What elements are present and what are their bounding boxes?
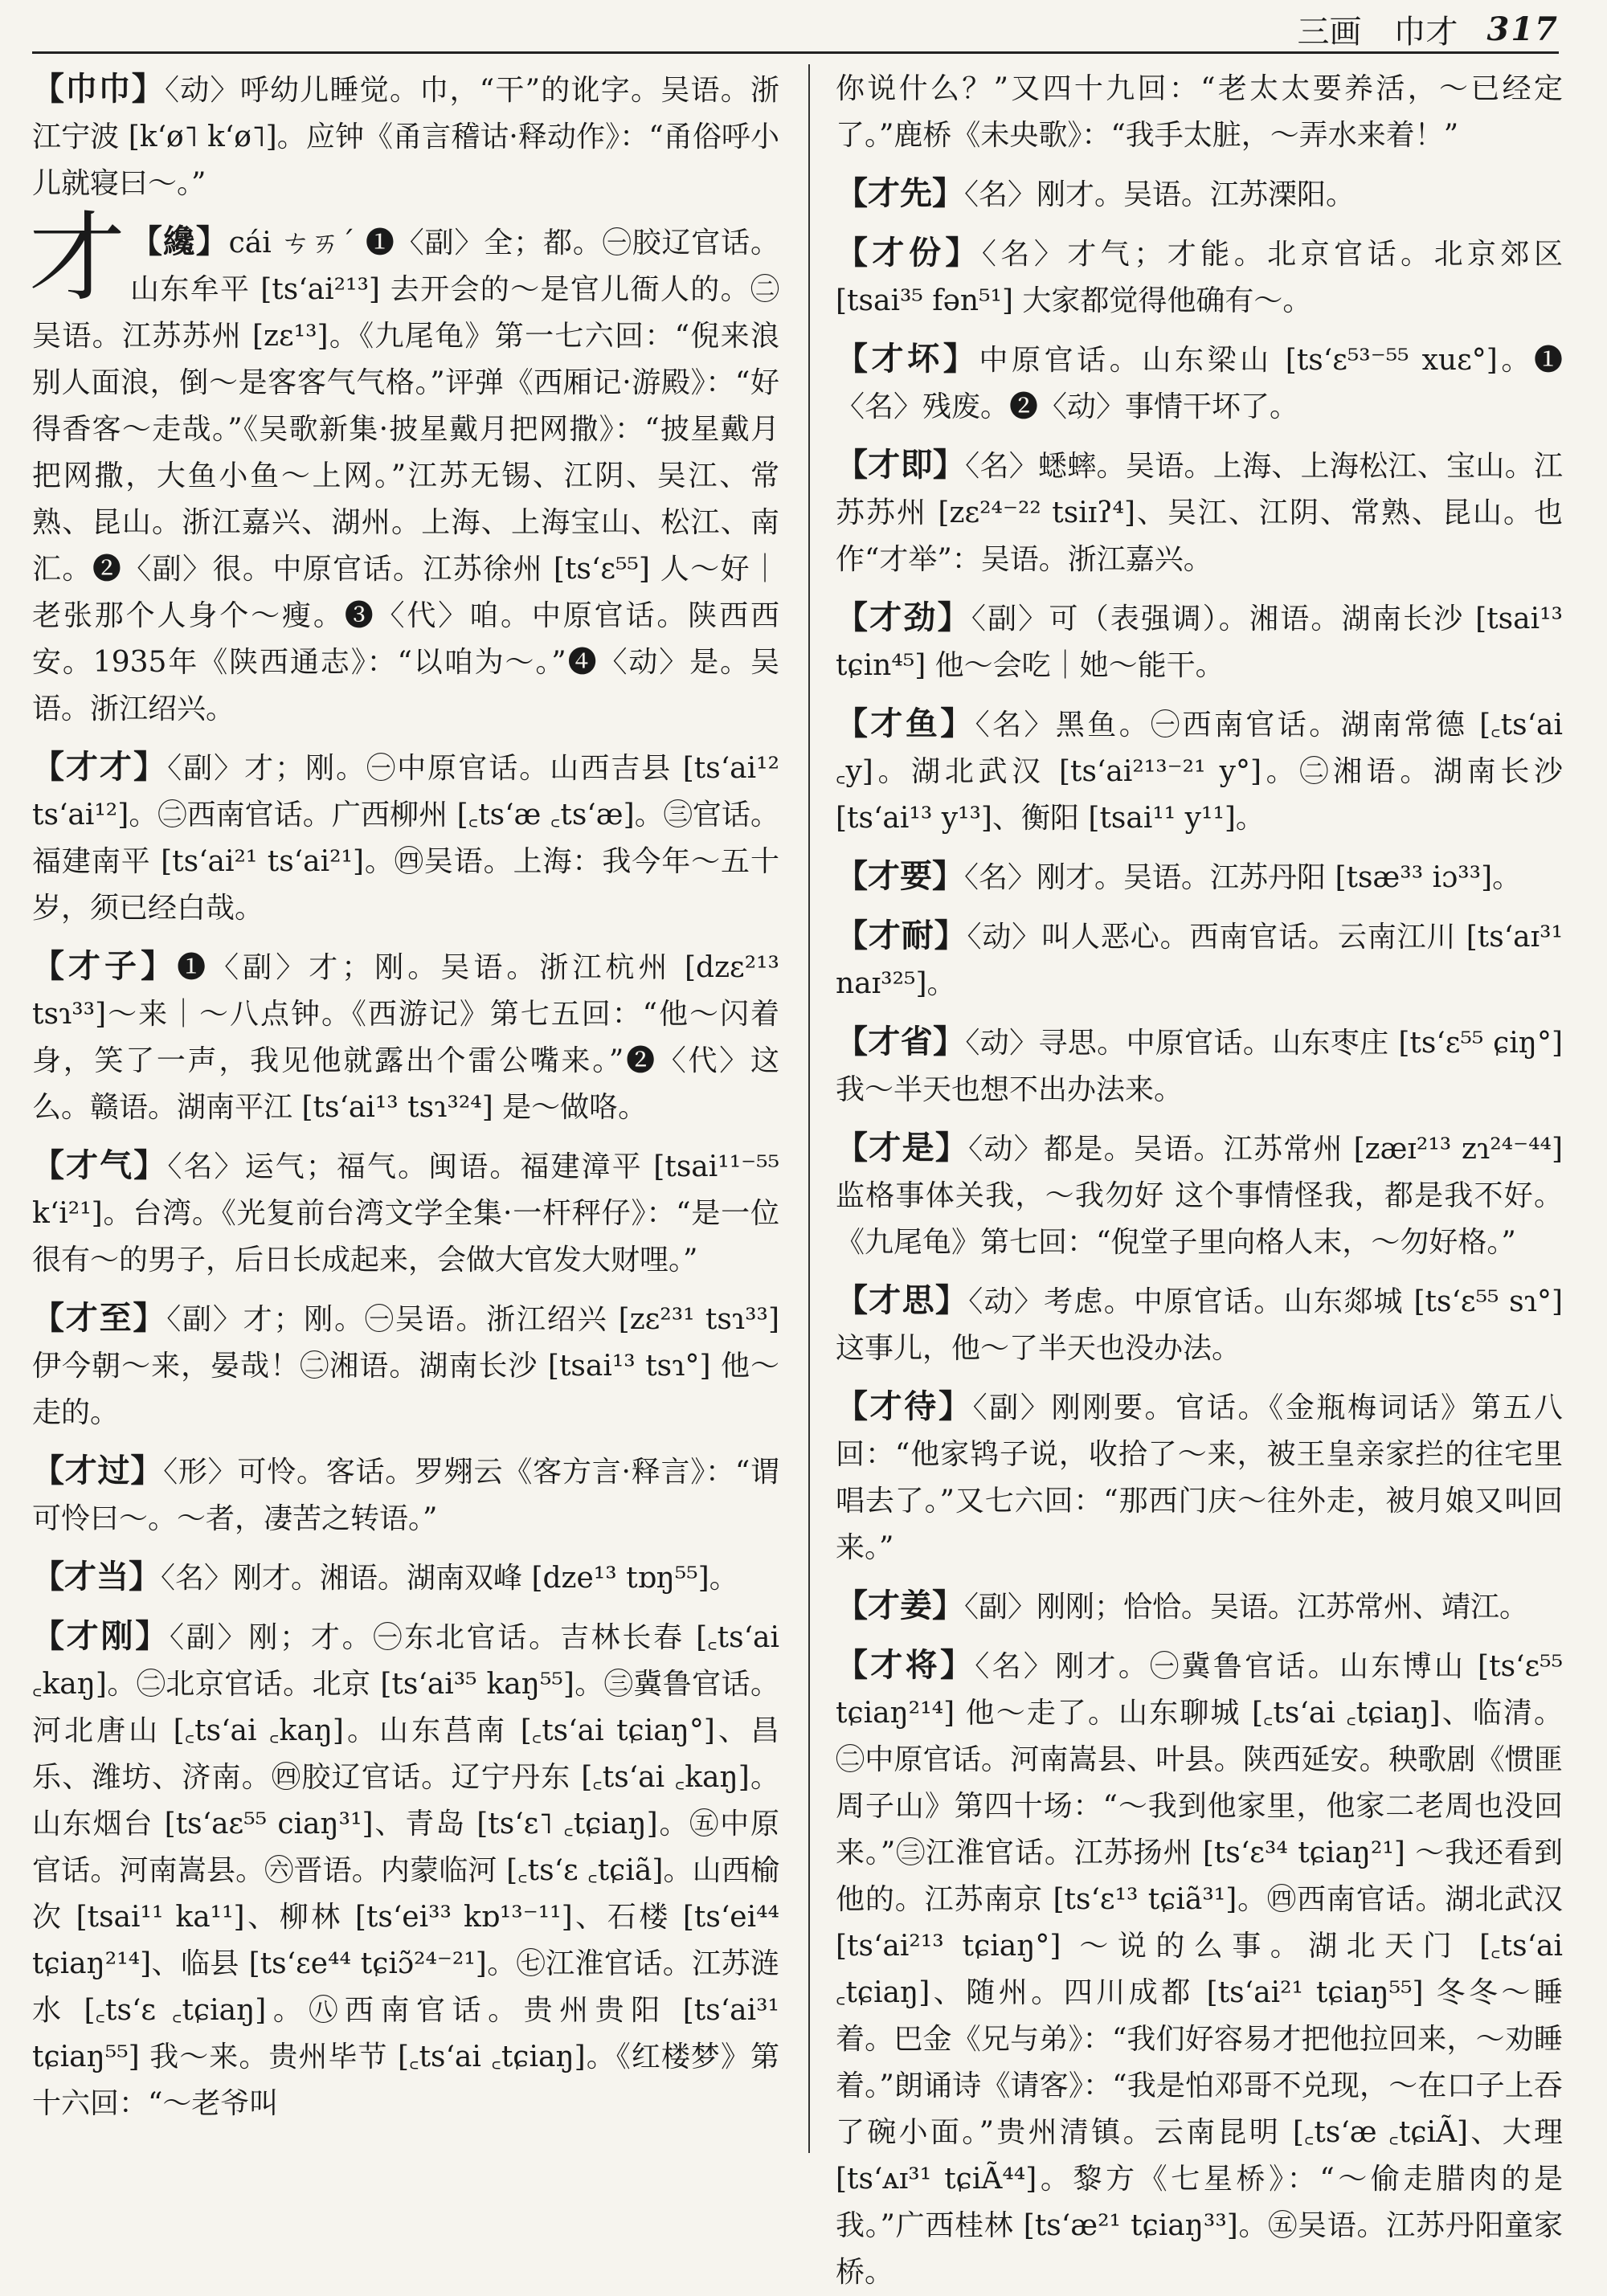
dictionary-entry	[836, 170, 1563, 219]
entry-headword: 【才过】	[32, 1452, 164, 1489]
entry-headword: 【才即】	[836, 446, 966, 484]
dictionary-entry	[836, 1277, 1563, 1372]
entry-headword: 【才要】	[836, 857, 964, 895]
entry-definition: 〈动〉考虑。中原官话。山东郯城 [ts‘ɛ⁵⁵ sɿ°] 这事儿，他～了半天也没办法。	[836, 1285, 1563, 1365]
dictionary-entry	[32, 1142, 779, 1284]
headword-large-char: 才	[29, 202, 125, 314]
entry-definition: ❶〈副〉才；刚。吴语。浙江杭州 [dzɛ²¹³ tsɿ³³]～来｜～八点钟。《西游记》第七五回：“他～闪着身，笑了一声，我见他就露出个雷公嘴来。”❷〈代〉这么。赣语。湖南平江 [ts‘ai¹³ tsɿ³²⁴] 是～做咯。	[32, 951, 779, 1124]
dictionary-entry	[32, 66, 779, 207]
entry-definition: 〈名〉才气；才能。北京官话。北京郊区 [tsai³⁵ fən⁵¹] 大家都觉得他确有～。	[836, 238, 1563, 317]
entry-definition: 中原官话。山东梁山 [ts‘ɛ⁵³⁻⁵⁵ xuɛ°]。❶〈名〉残废。❷〈动〉事情干坏了。	[836, 344, 1564, 423]
entry-headword: 【才刚】	[32, 1617, 170, 1655]
entry-definition: 〈名〉运气；福气。闽语。福建漳平 [tsai¹¹⁻⁵⁵ k‘i²¹]。台湾。《光复前台湾文学全集·一杆秤仔》：“是一位很有～的男子，后日长成起来，会做大官发大财哩。”	[32, 1150, 779, 1277]
entry-headword: 【才鱼】	[836, 705, 975, 742]
entry-headword: 【才份】	[836, 234, 982, 272]
entry-definition: 〈动〉叫人恶心。西南官话。云南江川 [ts‘aɪ³¹ naɪ³²⁵]。	[836, 921, 1564, 1000]
entry-definition: 〈副〉刚刚；恰恰。吴语。江苏常州、靖江。	[964, 1591, 1529, 1624]
entry-headword: 【巾巾】	[32, 70, 165, 108]
entry-definition: 〈副〉才；刚。㊀中原官话。山西吉县 [ts‘ai¹² ts‘ai¹²]。㊁西南官话。广西柳州 [꜀ts‘æ ꜀ts‘æ]。㊂官话。福建南平 [ts‘ai²¹ ts‘ai²¹]。㊃吴语。上海：我今年～五十岁，须已经白哉。	[32, 752, 780, 925]
dictionary-entry	[836, 853, 1563, 901]
entry-definition: 〈名〉刚才。吴语。江苏丹阳 [tsæ³³ iɔ³³]。	[964, 861, 1522, 894]
entry-definition: 〈副〉刚刚要。官话。《金瓶梅词话》第五八回：“他家鸨子说，收拾了～来，被王皇亲家拦的往宅里唱去了。”又七六回：“那西门庆～往外走，被月娘又叫回来。”	[836, 1391, 1563, 1564]
entry-headword: 【纔】	[130, 223, 229, 260]
entry-definition: 〈副〉才；刚。㊀吴语。浙江绍兴 [zɛ²³¹ tsɿ³³] 伊今朝～来，晏哉！㊁湘语。湖南长沙 [tsai¹³ tsɿ°] 他～走的。	[32, 1303, 780, 1429]
dictionary-entry	[32, 1295, 779, 1436]
entry-definition: 你说什么？”又四十九回：“老太太要养活，～已经定了。”鹿桥《未央歌》：“我手太脏，～弄水来着！”	[836, 72, 1563, 152]
page-number: 317	[1486, 10, 1559, 48]
dictionary-entry	[32, 1448, 779, 1542]
dictionary-entry	[836, 1019, 1563, 1113]
entry-headword: 【才省】	[836, 1023, 966, 1060]
dictionary-entry	[836, 1583, 1563, 1631]
entry-headword: 【才当】	[32, 1558, 161, 1595]
entry-headword: 【才才】	[32, 748, 168, 786]
entry-headword: 【才待】	[836, 1387, 973, 1425]
entry-headword: 【才是】	[836, 1129, 969, 1166]
entry-headword: 【才先】	[836, 174, 964, 212]
dictionary-entry	[836, 594, 1563, 689]
entry-definition: 〈名〉黑鱼。㊀西南官话。湖南常德 [꜀ts‘ai ꜀y]。湖北武汉 [ts‘ai²¹³⁻²¹ y°]。㊁湘语。湖南长沙 [ts‘ai¹³ y¹³]、衡阳 [tsai¹¹ y¹¹]。	[836, 709, 1563, 835]
entry-definition: cái ㄘㄞˊ ❶〈副〉全；都。㊀胶辽官话。山东牟平 [ts‘ai²¹³] 去开会的～是官儿衙人的。㊁吴语。江苏苏州 [zɛ¹³]。《九尾龟》第一七六回：“倪来浪别人面浪，倒～是客客气气格。”评弹《西厢记·游殿》：“好得香客～走哉。”《吴歌新集·披星戴月把网撒》：“披星戴月把网撒，大鱼小鱼～上网。”江苏无锡、江阴、吴江、常熟、昆山。浙江嘉兴、湖州。上海、上海宝山、松江、南汇。❷〈副〉很。中原官话。江苏徐州 [ts‘ɛ⁵⁵] 人～好｜老张那个人身个～瘦。❸〈代〉咱。中原官话。陕西西安。1935年《陕西通志》：“以咱为～。”❹〈动〉是。吴语。浙江绍兴。	[32, 227, 780, 725]
entry-definition: 〈动〉寻思。中原官话。山东枣庄 [ts‘ɛ⁵⁵ ɕiŋ°] 我～半天也想不出办法来。	[836, 1027, 1563, 1106]
entry-definition: 〈副〉可（表强调）。湘语。湖南长沙 [tsai¹³ tɕin⁴⁵] 他～会吃｜她～能干。	[836, 603, 1563, 682]
entry-headword: 【才耐】	[836, 917, 967, 954]
dictionary-entry	[32, 943, 779, 1131]
page-header	[32, 6, 1559, 54]
entry-definition: 〈名〉刚才。湘语。湖南双峰 [dze¹³ tɒŋ⁵⁵]。	[161, 1562, 738, 1595]
dictionary-entry	[836, 1125, 1563, 1266]
entry-definition: 〈名〉刚才。㊀冀鲁官话。山东博山 [ts‘ɛ⁵⁵ tɕiaŋ²¹⁴] 他～走了。山东聊城 [꜀ts‘ai ꜀tɕiaŋ]、临清。㊁中原官话。河南嵩县、叶县。陕西延安。秧歌剧《惯匪周子山》第四十场：“～我到他家里，他家二老周也没回来。”㊂江淮官话。江苏扬州 [ts‘ɛ³⁴ tɕiaŋ²¹] ～我还看到他的。江苏南京 [ts‘ɛ¹³ tɕiã³¹]。㊃西南官话。湖北武汉 [ts‘ai²¹³ tɕiaŋ°] ～说的么事。湖北天门 [꜀ts‘ai ꜀tɕiaŋ]、随州。四川成都 [ts‘ai²¹ tɕiaŋ⁵⁵] 冬冬～睡着。巴金《兄与弟》：“我们好容易才把他拉回来，～劝睡着。”朗诵诗《请客》：“我是怕邓哥不兑现，～在口子上吞了碗小面。”贵州清镇。云南昆明 [꜀ts‘æ ꜀tɕiÃ]、大理 [ts‘ᴀɪ³¹ tɕiÃ⁴⁴]。黎方《七星桥》：“～偷走腊肉的是我。”广西桂林 [ts‘æ²¹ tɕiaŋ³³]。㊄吴语。江苏丹阳童家桥。	[836, 1650, 1564, 2289]
entry-headword: 【才至】	[32, 1299, 167, 1337]
entry-definition: 〈名〉刚才。吴语。江苏溧阳。	[964, 178, 1356, 211]
entry-definition: 〈名〉蟋蟀。吴语。上海、上海松江、宝山。江苏苏州 [zɛ²⁴⁻²² tsiɪʔ⁴]、吴江、江阴、常熟、昆山。也作“才举”：吴语。浙江嘉兴。	[836, 450, 1563, 576]
dictionary-entry	[836, 1383, 1563, 1571]
entry-definition: 〈动〉呼幼儿睡觉。巾，“干”的讹字。吴语。浙江宁波 [k‘ø˥ k‘ø˥]。应钟《甬言稽诂·释动作》：“甬俗呼小儿就寝曰～。”	[32, 74, 780, 200]
entry-headword: 【才将】	[836, 1646, 975, 1684]
entry-headword: 【才子】	[32, 947, 178, 985]
section-title: 三画 巾才	[1297, 13, 1458, 51]
dictionary-entry	[836, 66, 1563, 159]
entry-definition: 〈动〉都是。吴语。江苏常州 [zæɪ²¹³ zɿ²⁴⁻⁴⁴] 监格事体关我，～我勿好 这个事情怪我，都是我不好。《九尾龟》第七回：“倪堂子里向格人末，～勿好格。”	[836, 1133, 1563, 1259]
entry-headword: 【才思】	[836, 1281, 969, 1319]
left-column	[29, 66, 780, 2153]
dictionary-entry	[836, 442, 1563, 583]
dictionary-entry	[836, 1642, 1563, 2296]
dictionary-entry	[29, 202, 780, 733]
dictionary-entry	[32, 1554, 779, 1602]
entry-definition: 〈形〉可怜。客话。罗翙云《客方言·释言》：“谓可怜曰～。～者，凄苦之转语。”	[32, 1456, 779, 1535]
dictionary-entry	[836, 701, 1563, 842]
entry-headword: 【才劲】	[836, 599, 971, 636]
dictionary-entry	[836, 336, 1563, 431]
dictionary-entry	[32, 744, 779, 932]
entry-headword: 【才气】	[32, 1146, 168, 1184]
entry-headword: 【才姜】	[836, 1587, 964, 1624]
dictionary-entry	[32, 1613, 779, 2127]
entry-definition: 〈副〉刚；才。㊀东北官话。吉林长春 [꜀ts‘ai ꜀kaŋ]。㊁北京官话。北京 [ts‘ai³⁵ kaŋ⁵⁵]。㊂冀鲁官话。河北唐山 [꜀ts‘ai ꜀kaŋ]。山东莒南 [꜀ts‘ai tɕiaŋ°]、昌乐、潍坊、济南。㊃胶辽官话。辽宁丹东 [꜀ts‘ai ꜀kaŋ]。山东烟台 [ts‘aɛ⁵⁵ ciaŋ³¹]、青岛 [ts‘ɛ˥ ꜀tɕiaŋ]。㊄中原官话。河南嵩县。㊅晋语。内蒙临河 [꜀ts‘ɛ ꜀tɕiã]。山西榆次 [tsai¹¹ ka¹¹]、柳林 [ts‘ei³³ kɒ¹³⁻¹¹]、石楼 [ts‘ei⁴⁴ tɕiaŋ²¹⁴]、临县 [ts‘ɛe⁴⁴ tɕiɔ̃²⁴⁻²¹]。㊆江淮官话。江苏涟水 [꜀ts‘ɛ ꜀tɕiaŋ]。㊇西南官话。贵州贵阳 [ts‘ai³¹ tɕiaŋ⁵⁵] 我～来。贵州毕节 [꜀ts‘ai ꜀tɕiaŋ]。《红楼梦》第十六回：“～老爷叫	[32, 1621, 780, 2120]
column-divider	[808, 64, 810, 2153]
entry-headword: 【才坏】	[836, 340, 979, 378]
dictionary-entry	[836, 913, 1563, 1007]
right-column	[836, 66, 1564, 2289]
dictionary-entry	[836, 230, 1563, 325]
